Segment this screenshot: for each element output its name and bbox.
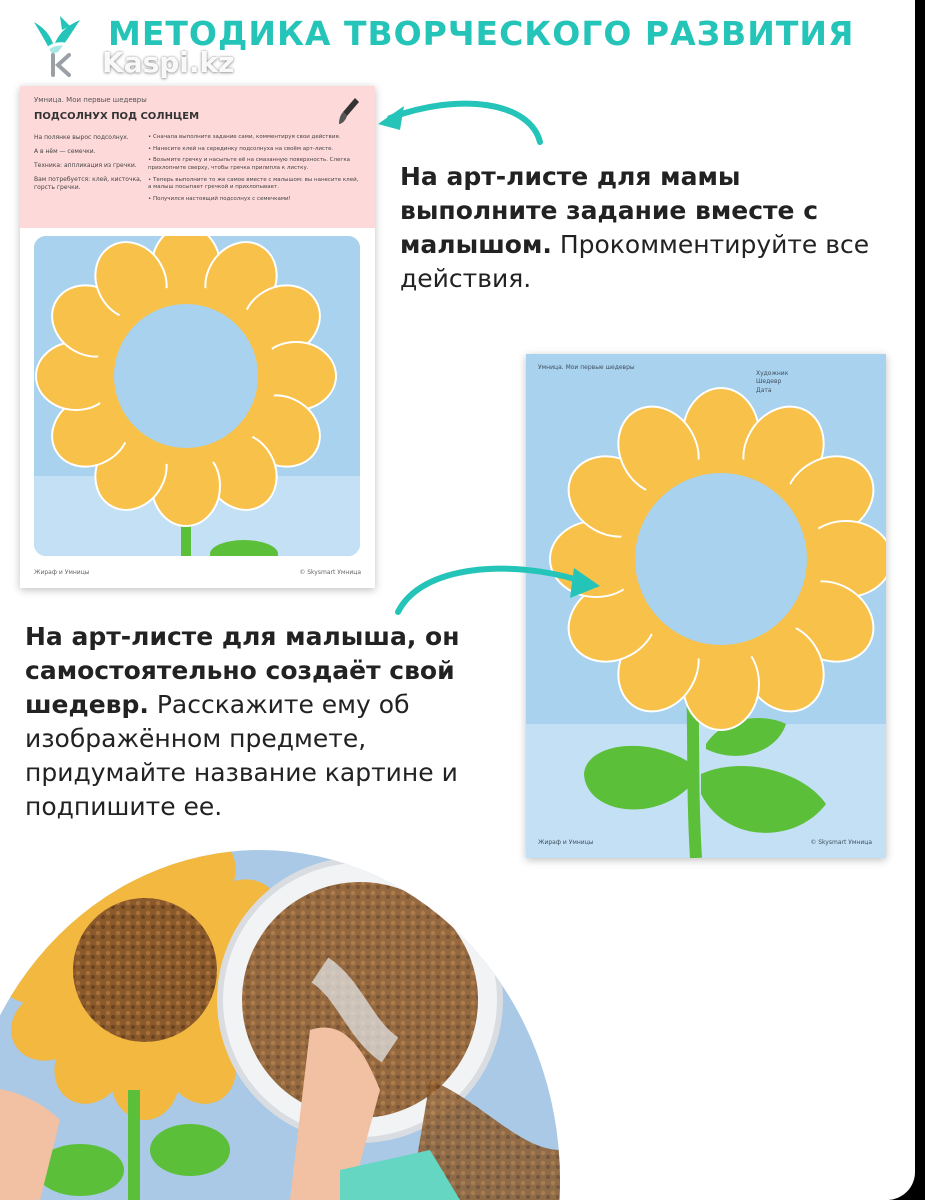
step-item: • Возьмите гречку и насыпьте её на смазанную поверхность. Слегка прихлопните сверху, чтобы гречка прилипла к листку. [148,157,351,172]
mom-sheet-title: ПОДСОЛНУХ ПОД СОЛНЦЕМ [34,111,200,122]
mom-sheet-steps [148,134,363,208]
field-label: Шедевр [756,378,782,386]
mom-sheet-description [400,160,900,296]
step-item: • Сначала выполните задание сами, комментируя свои действия. [148,134,341,140]
curved-arrow-icon [392,560,607,624]
field-label: Дата [756,386,772,394]
step-item: • Нанесите клей на серединку подсолнуха на своём арт-листе. [148,145,334,152]
mom-sheet-brand: Умница. Мои первые шедевры [34,96,147,104]
curved-arrow-icon [360,92,550,152]
watermark [38,40,268,88]
kid-sheet-footer-left: Жираф и Умницы [538,839,594,846]
intro-line: Техника: аппликация из гречки. [34,162,137,170]
mom-art-sheet [20,86,375,588]
kid-description-bold: На арт-листе для малыша, он самостоятельно создаёт свой шедевр. [25,622,460,719]
page-title: МЕТОДИКА ТВОРЧЕСКОГО РАЗВИТИЯ [108,14,855,53]
mom-sheet-footer-left: Жираф и Умницы [34,569,90,576]
intro-line: А в нём — семечки. [34,148,96,156]
intro-line: На полянке вырос подсолнух. [34,134,129,141]
kaspi-logo-icon [38,42,84,88]
kid-sheet-footer-right: © Skysmart Умница [810,839,872,846]
mom-sunflower-art [34,236,360,556]
kid-sheet-description [25,620,515,824]
mom-sheet-footer-right: © Skysmart Умница [299,569,361,576]
sunflower-illustration [34,236,360,556]
mom-sheet-intro [34,134,144,198]
mom-description-regular: Прокомментируйте все действия. [400,230,870,293]
mom-description-bold: На арт-листе для мамы выполните задание вместе с малышом. [400,162,819,259]
kid-sheet-brand: Умница. Мои первые шедевры [538,364,635,371]
field-label: Художник [756,370,789,377]
activity-photo [0,850,560,1200]
watermark-text: Kaspi.kz [102,46,235,79]
step-item: • Теперь выполните то же самое вместе с малышом: вы нанесите клей, а малыш посыпает гречкой и прихлопывает. [148,176,359,191]
mom-sheet-header [20,86,375,228]
brush-icon [337,96,361,126]
kid-sheet-fields [756,370,788,395]
kid-description-regular: Расскажите ему об изображённом предмете, придумайте название картине и подпишите ее. [25,690,458,821]
intro-line: Вам потребуется: клей, кисточка, горсть гречки. [34,176,142,192]
step-item: • Получился настоящий подсолнух с семечками! [148,196,291,203]
